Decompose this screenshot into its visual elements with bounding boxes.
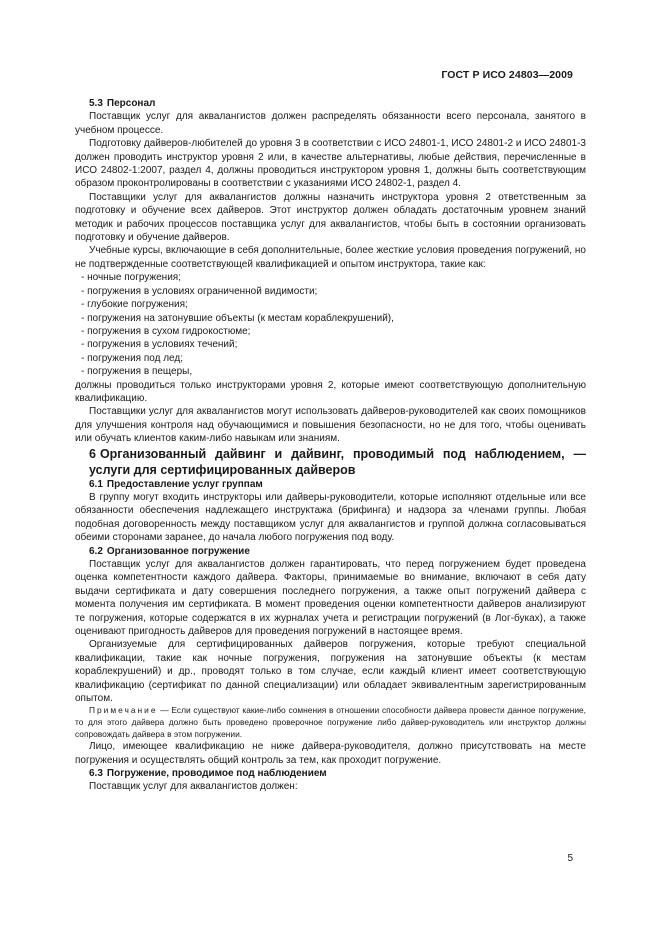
paragraph: Поставщик услуг для аквалангистов должен распределять обязанности всего персонала, занятого в учебном процессе. [75,111,586,136]
list-item: - ночные погружения; [75,271,586,284]
section-title: Предоставление услуг группам [106,478,263,490]
section-6-3-heading [75,767,586,780]
note-text: — Если существуют какие-либо сомнения в отношении способности дайвера провести данное погружение, то для этого дайвера должно быть проведено проверочное погружение либо дайвер-руководитель или инструктор должны сопровождать дайвера в этом погружении. [75,705,586,739]
list-item: - погружения в сухом гидрокостюме; [75,325,586,338]
section-number: 6.3 [89,768,103,780]
document-header: ГОСТ Р ИСО 24803—2009 [441,69,573,81]
section-number: 6.2 [89,545,103,557]
section-title: Организованное погружение [106,545,250,557]
paragraph: должны проводиться только инструкторами уровня 2, которые имеют соответствующую дополнительную квалификацию. [75,379,586,404]
section-6-heading [75,446,586,478]
section-5-3-heading [75,97,586,110]
dive-conditions-list [75,271,586,378]
section-title: Персонал [106,98,156,109]
paragraph: Поставщик услуг для аквалангистов должен гарантировать, что перед погружением будет проведена оценка компетентности каждого дайвера. Факторы, принимаемые во внимание, включают в себя дату выдачи сертификата и дату совершения последнего погружения, а также опыт погружений дайвера с момента получения им сертификата. В момент проведения оценки компетентности дайверов анализируют те погружения, которые содержатся в их журналах учета и регистрации погружений (в Лог-буках), а также оценивают пригодность дайверов для проведения погружений в настоящее время. [75,559,586,638]
list-item: - погружения на затонувшие объекты (к местам кораблекрушений), [75,312,586,325]
document-body [75,97,586,794]
paragraph: В группу могут входить инструкторы или дайверы-руководители, которые исполняют отдельные или все обязанности обеспечения надлежащего инструктажа (брифинга) и надзора за членами группы. Любая подобная договоренность между поставщиком услуг для аквалангистов и группой должна согласовываться обеими сторонами заранее, до начала любого погружения под воду. [75,491,586,544]
paragraph: Поставщики услуг для аквалангистов должны назначить инструктора уровня 2 ответственным за подготовку и обучение всех дайверов. Этот инструктор должен обладать достаточным уровнем знаний методик и рабочих процессов поставщика услуг для аквалангистов, чтобы быть в состоянии организовать подготовку и обучение дайверов. [75,191,586,244]
paragraph: Подготовку дайверов-любителей до уровня 3 в соответствии с ИСО 24801-1, ИСО 24801-2 и ИСО 24801-3 должен проводить инструктор уровня 2 или, в качестве альтернативы, любые действия, перечисленные в ИСО 24802-1:2007, раздел 4, должны проводиться инструктором уровня 1, должны быть соответствующим образом проконтролированы в соответствии с указаниями ИСО 24802-1, раздел 4. [75,138,586,190]
section-6-1-heading [75,478,586,491]
list-item: - погружения в пещеры, [75,365,586,378]
section-title: Организованный дайвинг и дайвинг, проводимый под наблюдением, — услуги для сертифицированных дайверов [89,446,586,477]
paragraph: Учебные курсы, включающие в себя дополнительные, более жесткие условия проведения погружений, но не подтвержденные соответствующей квалификацией и опытом инструктора, такие как: [75,245,586,270]
section-number: 6.1 [89,478,103,490]
paragraph: Лицо, имеющее квалификацию не ниже дайвера-руководителя, должно присутствовать на месте погружения и осуществлять общий контроль за тем, как проходит погружение. [75,741,586,766]
paragraph: Поставщик услуг для аквалангистов должен: [89,781,298,793]
note-label: Примечание [89,705,158,716]
section-6-2-heading [75,545,586,558]
note [75,705,586,740]
list-item: - погружения в условиях течений; [75,338,586,351]
paragraph: Организуемые для сертифицированных дайверов погружения, которые требуют специальной квалификации, такие как ночные погружения, погружения на затонувшие объекты (к местам кораблекрушений) и др., проводят только в том случае, если каждый клиент имеет соответствующую квалификацию (сертификат по данной специализации) или обладает эквивалентным зарегистрированным опытом. [75,639,586,705]
list-item: - глубокие погружения; [75,298,586,311]
paragraph: Поставщики услуг для аквалангистов могут использовать дайверов-руководителей как своих помощников для улучшения контроля над обучающимися и повышения безопасности, но не для того, чтобы оценивать или обучать клиентов каким-либо навыкам или знаниям. [75,406,586,445]
section-number: 6 [89,446,96,461]
list-item: - погружения под лед; [75,352,586,365]
page-number: 5 [567,853,573,864]
list-item: - погружения в условиях ограниченной видимости; [75,285,586,298]
section-title: Погружение, проводимое под наблюдением [106,768,327,780]
section-number: 5.3 [89,98,103,109]
